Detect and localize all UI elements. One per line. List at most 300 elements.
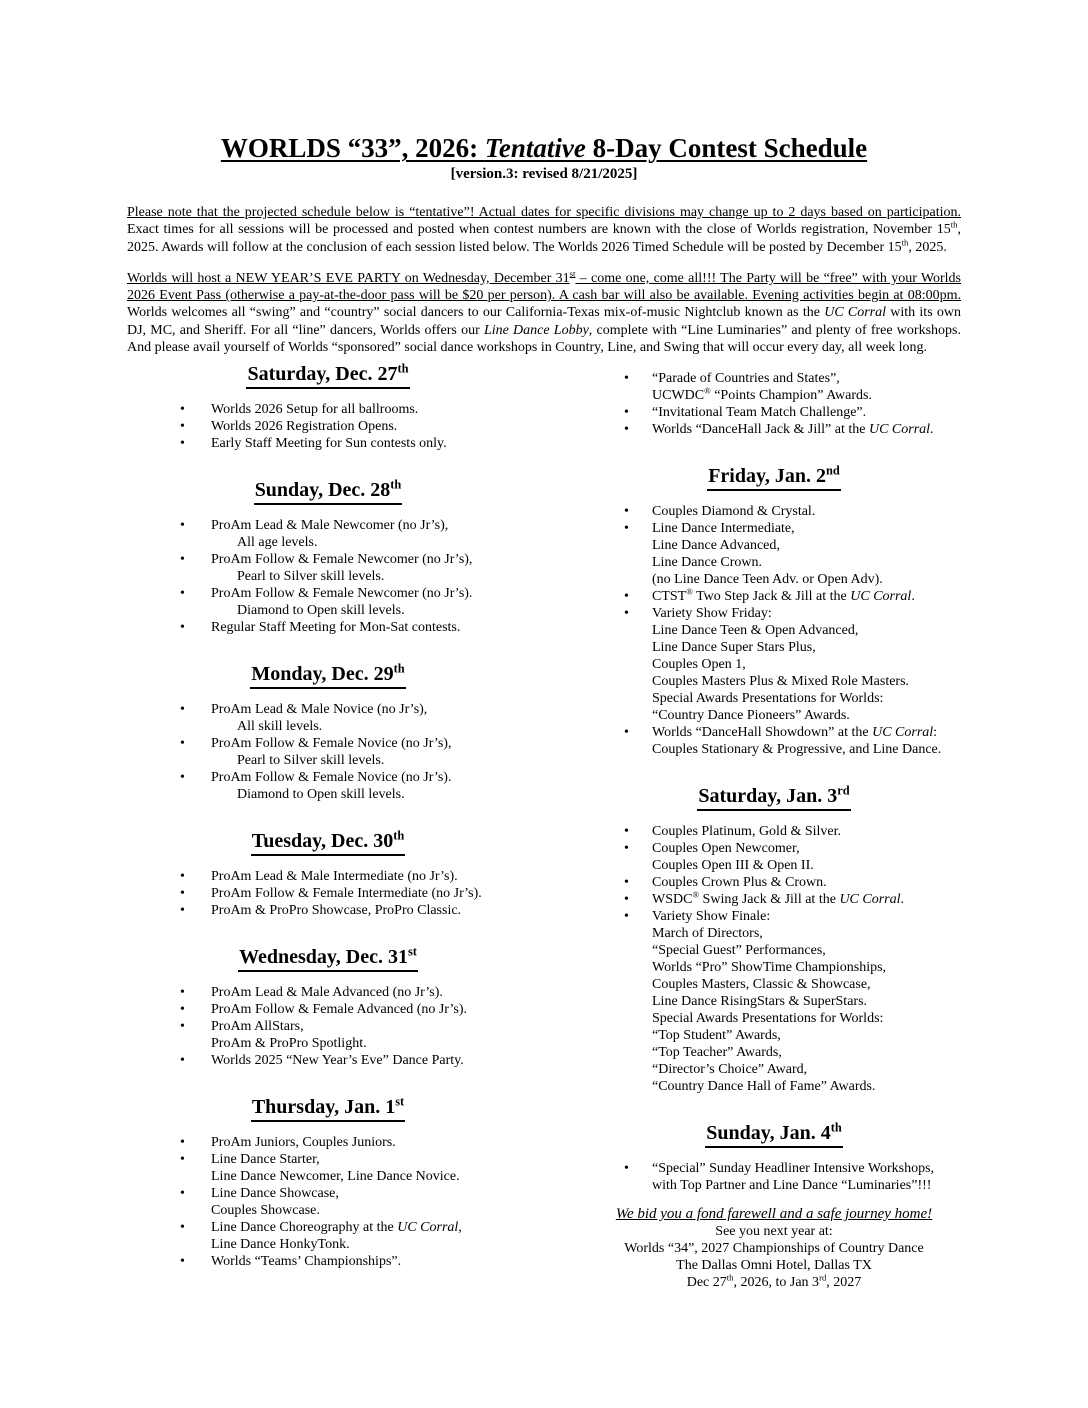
item-continuation-line: [652, 571, 970, 588]
text-segment: ProAm Follow & Female Advanced (no Jr’s).: [211, 1002, 467, 1018]
text-segment: See you next year at:: [715, 1224, 833, 1240]
text-segment: Saturday, Jan. 3: [698, 785, 838, 808]
text-segment: ProAm Lead & Male Advanced (no Jr’s).: [211, 985, 443, 1001]
bullet-icon: •: [624, 504, 629, 520]
text-segment: ProAm & ProPro Spotlight.: [211, 1036, 367, 1052]
bullet-icon: •: [624, 521, 629, 537]
text-segment: Line Dance Starter,: [211, 1152, 320, 1168]
text-segment: UCWDC: [652, 388, 705, 404]
item-first-line: [180, 1151, 538, 1168]
schedule-item: [578, 404, 970, 421]
schedule-item: [118, 1134, 538, 1151]
schedule-item: [118, 735, 538, 769]
section-heading-text: [251, 829, 406, 856]
item-continuation-line: [211, 1168, 538, 1185]
text-segment: Couples Diamond & Crystal.: [652, 504, 816, 520]
item-first-line: [624, 421, 970, 438]
schedule-section-sunday-jan-4: [578, 1121, 970, 1194]
item-first-line: [180, 551, 538, 568]
bullet-icon: •: [180, 1053, 185, 1069]
bullet-icon: •: [624, 371, 629, 387]
schedule-item-list: [578, 823, 970, 1095]
footer-line: [578, 1223, 970, 1240]
text-segment: Tuesday, Dec. 30: [251, 830, 394, 853]
right-column-sections: [578, 464, 970, 1194]
text-segment: Line Dance Super Stars Plus,: [652, 640, 816, 656]
schedule-item-list: [578, 370, 970, 438]
item-continuation-line: [652, 707, 970, 724]
text-segment: ProAm Follow & Female Newcomer (no Jr’s),: [211, 552, 473, 568]
bullet-icon: •: [180, 552, 185, 568]
item-first-line: [180, 885, 538, 902]
schedule-item: [118, 619, 538, 636]
item-first-line: [624, 840, 970, 857]
section-heading: [118, 829, 538, 856]
text-segment: All age levels.: [237, 535, 318, 551]
item-first-line: [624, 908, 970, 925]
item-continuation-line: [211, 786, 538, 803]
bullet-icon: •: [180, 1220, 185, 1236]
item-continuation-line: [211, 1202, 538, 1219]
text-segment: th: [397, 361, 409, 376]
bullet-icon: •: [180, 985, 185, 1001]
version-subtitle: [version.3: revised 8/21/2025]: [450, 166, 638, 182]
text-segment: Thursday, Jan. 1: [251, 1096, 396, 1119]
text-segment: “Invitational Team Match Challenge”.: [652, 405, 867, 421]
item-continuation-line: [652, 1078, 970, 1095]
item-continuation-line: [211, 718, 538, 735]
item-continuation-line: [652, 639, 970, 656]
text-segment: rd: [837, 783, 850, 798]
schedule-item: [118, 551, 538, 585]
item-first-line: [624, 605, 970, 622]
item-first-line: [180, 701, 538, 718]
schedule-item: [578, 908, 970, 1095]
text-segment: st: [569, 268, 576, 279]
text-segment: Variety Show Friday:: [652, 606, 772, 622]
text-segment: Couples Open 1,: [652, 657, 746, 673]
text-segment: ProAm Lead & Male Novice (no Jr’s),: [211, 702, 428, 718]
text-segment: Worlds “DanceHall Jack & Jill” at the: [652, 422, 869, 438]
footer-line: [578, 1257, 970, 1274]
text-segment: th: [390, 477, 402, 492]
left-column-sections: [118, 362, 538, 1270]
item-continuation-line: [652, 656, 970, 673]
closing-block: [578, 1206, 970, 1291]
section-heading-text: [238, 945, 418, 972]
text-segment: ProAm Follow & Female Newcomer (no Jr’s).: [211, 586, 473, 602]
bullet-icon: •: [624, 875, 629, 891]
schedule-item: [578, 874, 970, 891]
text-segment: th: [393, 661, 405, 676]
text-segment: Line Dance Teen & Open Advanced,: [652, 623, 859, 639]
schedule-item: [578, 840, 970, 874]
text-segment: UC Corral: [868, 422, 931, 438]
bullet-icon: •: [180, 586, 185, 602]
bullet-icon: •: [180, 402, 185, 418]
text-segment: Couples Showcase.: [211, 1203, 320, 1219]
bullet-icon: •: [180, 1135, 185, 1151]
bullet-icon: •: [624, 725, 629, 741]
section-heading-text: [705, 1121, 843, 1148]
item-first-line: [180, 868, 538, 885]
text-segment: “Director’s Choice” Award,: [652, 1062, 808, 1078]
schedule-item: [578, 891, 970, 908]
item-first-line: [180, 1001, 538, 1018]
text-segment: Swing Jack & Jill at the: [699, 892, 840, 908]
bullet-icon: •: [180, 1152, 185, 1168]
schedule-item: [118, 1018, 538, 1052]
schedule-columns: [118, 362, 970, 1291]
schedule-item: [118, 1219, 538, 1253]
schedule-item: [118, 1001, 538, 1018]
text-segment: Diamond to Open skill levels.: [237, 603, 405, 619]
text-segment: Variety Show Finale:: [652, 909, 771, 925]
text-segment: “Special Guest” Performances,: [652, 943, 826, 959]
text-segment: UC Corral,: [397, 1220, 462, 1236]
text-segment: Please note that the projected schedule below is “tentative”! Actual dates for specific divisions may change up to 2 days based on participation.: [127, 205, 961, 220]
text-segment: UC Corral: [872, 725, 934, 741]
text-segment: We bid you a fond farewell and a safe journey home!: [615, 1206, 933, 1223]
item-continuation-line: [211, 1236, 538, 1253]
text-segment: Sunday, Jan. 4: [706, 1122, 831, 1145]
text-segment: UC Corral: [839, 892, 901, 908]
item-continuation-line: [652, 1027, 970, 1044]
text-segment: All skill levels.: [237, 719, 323, 735]
bullet-icon: •: [624, 892, 629, 908]
item-continuation-line: [652, 741, 970, 758]
item-first-line: [180, 435, 538, 452]
text-segment: ®: [686, 586, 693, 597]
text-segment: Worlds 2025 “New Year’s Eve” Dance Party.: [211, 1053, 464, 1069]
footer-line: [578, 1206, 970, 1223]
section-heading: [578, 784, 970, 811]
text-segment: Pearl to Silver skill levels.: [237, 569, 385, 585]
text-segment: ProAm Lead & Male Intermediate (no Jr’s).: [211, 869, 458, 885]
item-first-line: [180, 1134, 538, 1151]
schedule-item: [578, 421, 970, 438]
item-continuation-line: [211, 1035, 538, 1052]
schedule-item: [578, 370, 970, 404]
item-first-line: [624, 1160, 970, 1177]
bullet-icon: •: [624, 606, 629, 622]
text-segment: Worlds will host a NEW YEAR’S EVE PARTY on Wednesday, December 31: [127, 270, 570, 286]
item-first-line: [180, 735, 538, 752]
schedule-item: [578, 1160, 970, 1194]
schedule-item: [118, 1151, 538, 1185]
bullet-icon: •: [180, 1002, 185, 1018]
footer-line: [578, 1274, 970, 1291]
item-first-line: [624, 520, 970, 537]
bullet-icon: •: [624, 841, 629, 857]
text-segment: “Points Champion” Awards.: [710, 388, 872, 404]
schedule-item: [578, 605, 970, 724]
text-segment: ProAm Follow & Female Novice (no Jr’s).: [211, 770, 452, 786]
text-segment: rd: [819, 1272, 827, 1283]
text-segment: Early Staff Meeting for Sun contests only.: [211, 436, 447, 452]
item-first-line: [624, 370, 970, 387]
item-first-line: [180, 902, 538, 919]
text-segment: – come one, come all!!! The Party will be “free” with your Worlds 2026 Event Pass (otherwise a pay-at-the-door pass will be $20 per person). A cash bar will also be available. Evening activities begin at 08:00pm.: [127, 270, 961, 304]
item-continuation-line: [652, 387, 970, 404]
text-segment: Couples Open Newcomer,: [652, 841, 800, 857]
section-heading: [578, 464, 970, 491]
text-segment: Line Dance Intermediate,: [652, 521, 795, 537]
item-first-line: [624, 586, 970, 605]
item-continuation-line: [652, 554, 970, 571]
text-segment: Pearl to Silver skill levels.: [237, 753, 385, 769]
text-segment: 8-Day Contest Schedule: [585, 133, 868, 163]
item-continuation-line: [652, 622, 970, 639]
text-segment: UC Corral: [850, 589, 912, 605]
schedule-item: [578, 588, 970, 605]
bullet-icon: •: [624, 1161, 629, 1177]
text-segment: WORLDS “33”, 2026:: [220, 133, 485, 163]
bullet-icon: •: [624, 824, 629, 840]
text-segment: ProAm AllStars,: [211, 1019, 304, 1035]
text-segment: Line Dance Crown.: [652, 555, 763, 571]
text-segment: Worlds “34”, 2027 Championships of Country Dance: [624, 1241, 924, 1257]
schedule-item: [578, 520, 970, 588]
text-segment: Line Dance Advanced,: [652, 538, 780, 554]
text-segment: Regular Staff Meeting for Mon-Sat contests.: [211, 620, 461, 636]
schedule-item: [118, 885, 538, 902]
schedule-item-list: [118, 984, 538, 1069]
section-heading-text: [697, 784, 850, 811]
item-continuation-line: [652, 925, 970, 942]
text-segment: ProAm Juniors, Couples Juniors.: [211, 1135, 396, 1151]
schedule-item: [118, 418, 538, 435]
section-heading-text: [707, 464, 841, 491]
item-first-line: [180, 1185, 538, 1202]
text-segment: Line Dance Choreography at the: [211, 1220, 398, 1236]
item-first-line: [624, 889, 970, 908]
text-segment: “Top Student” Awards,: [652, 1028, 781, 1044]
text-segment: Worlds “DanceHall Showdown” at the: [652, 725, 873, 741]
text-segment: Diamond to Open skill levels.: [237, 787, 405, 803]
bullet-icon: •: [624, 589, 629, 605]
text-segment: WSDC: [652, 892, 693, 908]
section-heading-text: [246, 362, 409, 389]
text-segment: :: [933, 725, 938, 741]
schedule-item: [118, 769, 538, 803]
text-segment: Worlds “Pro” ShowTime Championships,: [652, 960, 887, 976]
text-segment: Worlds welcomes all “swing” and “country” social dancers to our California-Texas mix-of-music Nightclub known as the: [127, 305, 825, 321]
text-segment: “Special” Sunday Headliner Intensive Workshops,: [652, 1161, 935, 1177]
item-continuation-line: [652, 1044, 970, 1061]
text-segment: (no Line Dance Teen Adv. or Open Adv).: [652, 572, 883, 588]
item-continuation-line: [211, 534, 538, 551]
section-heading: [118, 1095, 538, 1122]
text-segment: Line Dance Newcomer, Line Dance Novice.: [211, 1169, 460, 1185]
text-segment: ®: [704, 385, 711, 396]
section-heading-text: [251, 1095, 405, 1122]
text-segment: Wednesday, Dec. 31: [239, 946, 408, 969]
text-segment: , 2025.: [908, 239, 947, 255]
item-first-line: [180, 401, 538, 418]
text-segment: Exact times for all sessions will be processed and posted when contest numbers are known with the close of Worlds registration, November 15: [127, 222, 951, 238]
schedule-item: [118, 585, 538, 619]
item-continuation-line: [652, 993, 970, 1010]
item-first-line: [180, 517, 538, 534]
text-segment: Two Step Jack & Jill at the: [692, 589, 851, 605]
item-continuation-line: [652, 690, 970, 707]
bullet-icon: •: [180, 1019, 185, 1035]
text-segment: “Country Dance Pioneers” Awards.: [652, 708, 850, 724]
text-segment: Sunday, Dec. 28: [254, 479, 391, 502]
text-segment: th: [726, 1272, 734, 1283]
bullet-icon: •: [180, 1186, 185, 1202]
text-segment: March of Directors,: [652, 926, 763, 942]
text-segment: ProAm Lead & Male Newcomer (no Jr’s),: [211, 518, 449, 534]
text-segment: Couples Open III & Open II.: [652, 858, 814, 874]
text-segment: Couples Masters, Classic & Showcase,: [652, 977, 871, 993]
item-first-line: [624, 724, 970, 741]
schedule-item: [118, 435, 538, 452]
text-segment: ProAm Follow & Female Novice (no Jr’s),: [211, 736, 452, 752]
schedule-item-list: [578, 503, 970, 758]
text-segment: Monday, Dec. 29: [251, 663, 394, 686]
item-continuation-line: [652, 959, 970, 976]
section-heading: [118, 945, 538, 972]
text-segment: Saturday, Dec. 27: [247, 363, 398, 386]
item-first-line: [624, 874, 970, 891]
schedule-item-list: [118, 701, 538, 803]
text-segment: CTST: [652, 589, 687, 605]
schedule-item: [118, 401, 538, 418]
item-continuation-line: [211, 752, 538, 769]
text-segment: with Top Partner and Line Dance “Luminaries”!!!: [652, 1178, 932, 1194]
schedule-item: [118, 1185, 538, 1219]
schedule-item: [118, 1052, 538, 1069]
text-segment: “Top Teacher” Awards,: [652, 1045, 782, 1061]
text-segment: Line Dance Showcase,: [211, 1186, 339, 1202]
bullet-icon: •: [180, 620, 185, 636]
text-segment: th: [950, 219, 958, 230]
schedule-item: [578, 724, 970, 758]
text-segment: st: [407, 944, 417, 959]
section-heading-text: [250, 662, 405, 689]
section-heading: [118, 478, 538, 505]
text-segment: Line Dance RisingStars & SuperStars.: [652, 994, 868, 1010]
item-first-line: [180, 585, 538, 602]
text-segment: ProAm & ProPro Showcase, ProPro Classic.: [211, 903, 462, 919]
section-heading: [118, 362, 538, 389]
text-segment: th: [901, 236, 909, 247]
schedule-section-saturday-jan-3: [578, 784, 970, 1095]
schedule-section-monday-dec-29: [118, 662, 538, 803]
text-segment: Couples Platinum, Gold & Silver.: [652, 824, 842, 840]
bullet-icon: •: [624, 405, 629, 421]
text-segment: with its own DJ, MC, and Sheriff. For all “line” dancers, Worlds offers our: [127, 305, 961, 338]
text-segment: th: [393, 828, 405, 843]
schedule-section-friday-jan-2: [578, 464, 970, 758]
text-segment: , complete with “Line Luminaries” and plenty of free workshops. And please avail yourself of Worlds “sponsored” social dance workshops in Country, Line, and Swing that will occur every day, all week long.: [127, 322, 961, 356]
text-segment: th: [830, 1120, 842, 1135]
text-segment: nd: [826, 463, 840, 478]
text-segment: Worlds “Teams’ Championships”.: [211, 1254, 402, 1270]
text-segment: Worlds 2026 Setup for all ballrooms.: [211, 402, 419, 418]
schedule-section-tuesday-dec-30: [118, 829, 538, 919]
item-first-line: [180, 1018, 538, 1035]
item-continuation-line: [652, 537, 970, 554]
item-first-line: [624, 823, 970, 840]
text-segment: The Dallas Omni Hotel, Dallas TX: [676, 1258, 872, 1274]
bullet-icon: •: [180, 736, 185, 752]
schedule-item: [118, 902, 538, 919]
schedule-section-wednesday-dec-31: [118, 945, 538, 1069]
text-segment: Couples Stationary & Progressive, and Line Dance.: [652, 742, 942, 758]
schedule-item: [118, 701, 538, 735]
page-title: [0, 133, 1088, 163]
intro-paragraph-1: [127, 204, 961, 256]
schedule-item: [118, 868, 538, 885]
right-column-lead: [578, 370, 970, 438]
schedule-item-list: [118, 401, 538, 452]
item-first-line: [180, 1219, 538, 1236]
item-first-line: [180, 619, 538, 636]
item-first-line: [624, 503, 970, 520]
section-heading-text: [254, 478, 403, 505]
bullet-icon: •: [624, 422, 629, 438]
schedule-section-saturday-dec-27: [118, 362, 538, 452]
text-segment: Special Awards Presentations for Worlds:: [652, 1011, 884, 1027]
schedule-item: [118, 517, 538, 551]
item-continuation-line: [652, 857, 970, 874]
footer-line: [578, 1240, 970, 1257]
text-segment: Special Awards Presentations for Worlds:: [652, 691, 884, 707]
item-continuation-line: [211, 602, 538, 619]
text-segment: Tentative: [484, 133, 586, 163]
text-segment: , 2025. Awards will follow at the conclusion of each session listed below. The Worlds 2026 Timed Schedule will be posted by December 15: [127, 222, 961, 255]
text-segment: ProAm Follow & Female Intermediate (no Jr’s).: [211, 886, 482, 902]
section-heading: [118, 662, 538, 689]
item-first-line: [180, 769, 538, 786]
item-continuation-line: [652, 942, 970, 959]
bullet-icon: •: [180, 903, 185, 919]
text-segment: .: [900, 892, 905, 908]
left-column: [118, 362, 538, 1270]
text-segment: ®: [692, 889, 700, 900]
text-segment: “Parade of Countries and States”,: [652, 371, 840, 387]
item-continuation-line: [211, 568, 538, 585]
schedule-item-list: [118, 1134, 538, 1270]
bullet-icon: •: [624, 909, 629, 925]
bullet-icon: •: [180, 518, 185, 534]
text-segment: UC Corral: [824, 305, 887, 321]
item-continuation-line: [652, 673, 970, 690]
bullet-icon: •: [180, 436, 185, 452]
bullet-icon: •: [180, 419, 185, 435]
item-continuation-line: [652, 976, 970, 993]
schedule-section-thursday-jan-1: [118, 1095, 538, 1270]
text-segment: Dec 27: [686, 1275, 727, 1291]
item-first-line: [180, 1253, 538, 1270]
bullet-icon: •: [180, 869, 185, 885]
bullet-icon: •: [180, 770, 185, 786]
schedule-item-list: [118, 517, 538, 636]
section-heading: [578, 1121, 970, 1148]
schedule-item: [578, 823, 970, 840]
text-segment: , 2027: [826, 1275, 862, 1291]
intro-paragraph-2: [127, 270, 961, 356]
text-segment: Couples Masters Plus & Mixed Role Masters.: [652, 674, 910, 690]
text-segment: , 2026, to Jan 3: [733, 1275, 820, 1291]
text-segment: Worlds 2026 Registration Opens.: [211, 419, 398, 435]
item-continuation-line: [652, 1177, 970, 1194]
schedule-item-list: [578, 1160, 970, 1194]
bullet-icon: •: [180, 702, 185, 718]
